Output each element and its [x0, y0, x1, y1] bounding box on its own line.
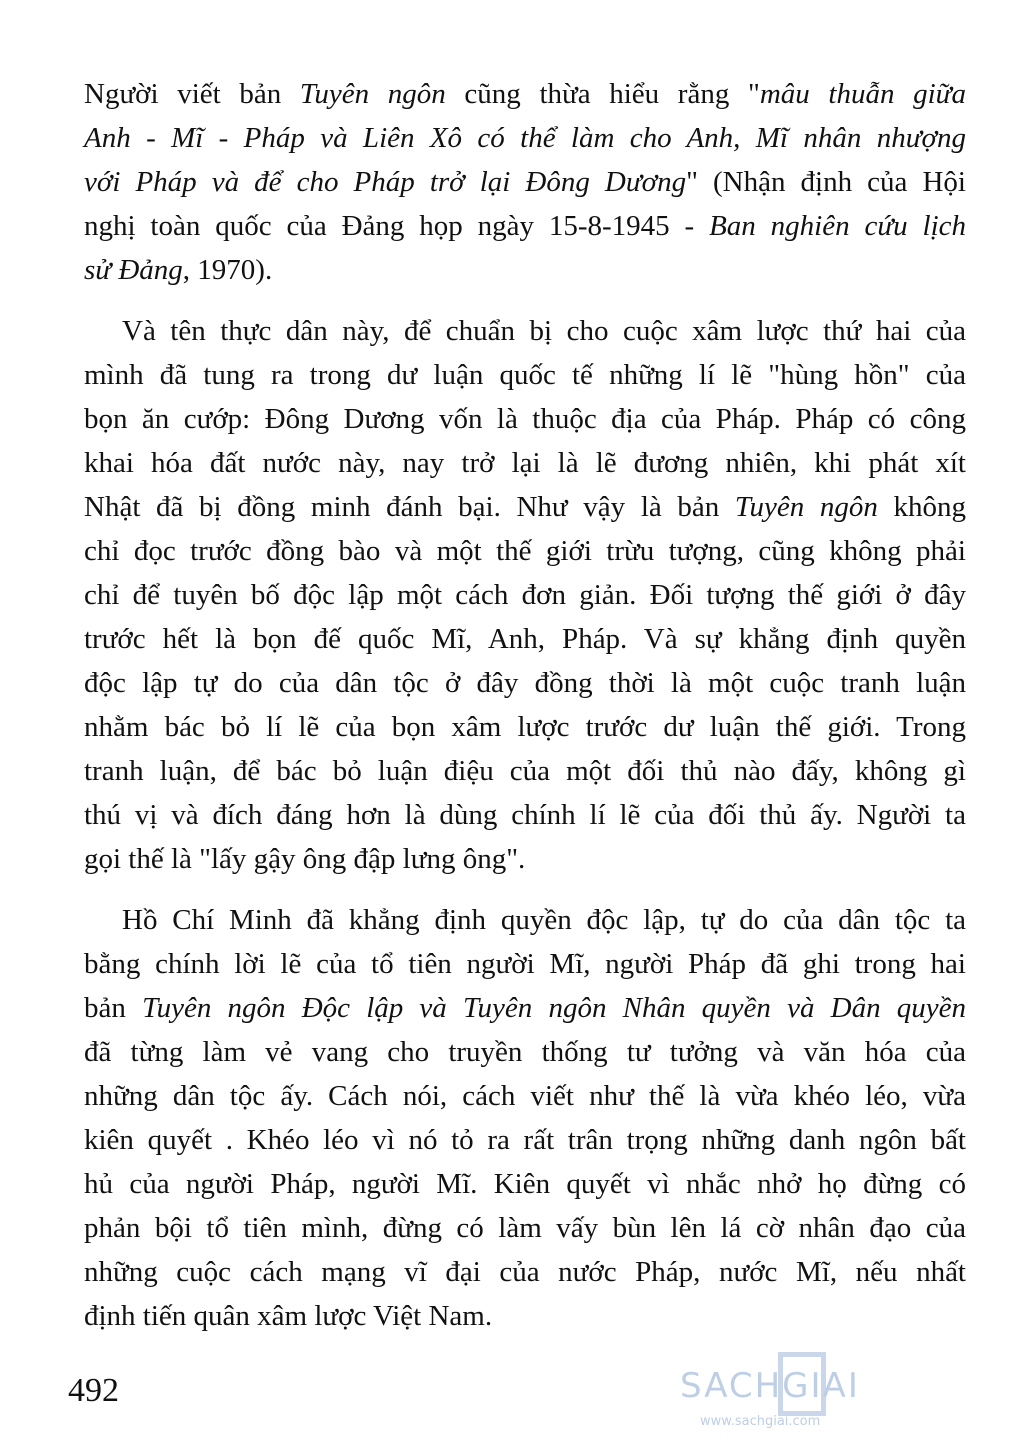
text-line — [84, 1074, 966, 1118]
text-run: mình đã tung ra trong dư luận quốc tế những lí lẽ "hùng hồn" của — [84, 359, 966, 391]
italic-text: Tuyên ngôn Độc lập và Tuyên ngôn Nhân quyền và Dân quyền — [142, 992, 966, 1024]
text-line — [84, 898, 966, 942]
italic-text: Tuyên ngôn — [734, 491, 878, 523]
italic-text: với Pháp và để cho Pháp trở lại Đông Dương — [84, 166, 687, 198]
watermark-url: www.sachgiai.com — [700, 1414, 821, 1429]
text-run: nghị toàn quốc của Đảng họp ngày 15-8-1945 - — [84, 210, 710, 242]
text-run: hủ của người Pháp, người Mĩ. Kiên quyết vì nhắc nhở họ đừng có — [84, 1168, 966, 1200]
paragraph — [84, 898, 966, 1338]
text-run: gọi thế là "lấy gậy ông đập lưng ông". — [84, 843, 526, 875]
text-run: kiên quyết . Khéo léo vì nó tỏ ra rất trân trọng những danh ngôn bất — [84, 1124, 966, 1156]
text-line — [84, 1294, 966, 1338]
italic-text: Tuyên ngôn — [299, 78, 446, 110]
document-body — [84, 72, 966, 1338]
paragraph — [84, 72, 966, 292]
text-run: nhằm bác bỏ lí lẽ của bọn xâm lược trước dư luận thế giới. Trong — [84, 711, 966, 743]
text-line — [84, 942, 966, 986]
italic-text: mâu thuẫn giữa — [759, 78, 966, 110]
text-line — [84, 397, 966, 441]
text-line — [84, 573, 966, 617]
text-run: những cuộc cách mạng vĩ đại của nước Pháp, nước Mĩ, nếu nhất — [84, 1256, 966, 1288]
text-run: trước hết là bọn đế quốc Mĩ, Anh, Pháp. Và sự khẳng định quyền — [84, 623, 966, 655]
text-run: độc lập tự do của dân tộc ở đây đồng thời là một cuộc tranh luận — [84, 667, 966, 699]
text-run: Người viết bản — [84, 78, 300, 110]
text-run: những dân tộc ấy. Cách nói, cách viết như thế là vừa khéo léo, vừa — [84, 1080, 966, 1112]
text-line — [84, 353, 966, 397]
paragraph — [84, 309, 966, 881]
text-line — [84, 705, 966, 749]
page-number: 492 — [68, 1372, 119, 1409]
text-line — [84, 160, 966, 204]
text-line — [84, 72, 966, 116]
text-line — [84, 309, 966, 353]
text-line — [84, 749, 966, 793]
text-line — [84, 116, 966, 160]
text-run: tranh luận, để bác bỏ luận điệu của một đối thủ nào đấy, không gì — [84, 755, 966, 787]
italic-text: Anh - Mĩ - Pháp và Liên Xô có thể làm cho Anh, Mĩ nhân nhượng — [84, 122, 966, 154]
text-line — [84, 793, 966, 837]
text-run: thú vị và đích đáng hơn là dùng chính lí lẽ của đối thủ ấy. Người ta — [84, 799, 966, 831]
text-line — [84, 837, 966, 881]
watermark-box-icon — [778, 1352, 826, 1416]
watermark-brand: SACHGIAI — [680, 1366, 860, 1406]
text-run: phản bội tổ tiên mình, đừng có làm vấy bùn lên lá cờ nhân đạo của — [84, 1212, 966, 1244]
text-line — [84, 204, 966, 248]
text-line — [84, 485, 966, 529]
text-line — [84, 248, 966, 292]
text-run: không — [877, 491, 966, 523]
text-run: Nhật đã bị đồng minh đánh bại. Như vậy là bản — [84, 491, 735, 523]
watermark-logo — [680, 1352, 960, 1438]
text-run: Và tên thực dân này, để chuẩn bị cho cuộc xâm lược thứ hai của — [122, 315, 966, 347]
text-run: chỉ để tuyên bố độc lập một cách đơn giản. Đối tượng thế giới ở đây — [84, 579, 966, 611]
text-line — [84, 1162, 966, 1206]
text-run: bọn ăn cướp: Đông Dương vốn là thuộc địa của Pháp. Pháp có công — [84, 403, 966, 435]
text-line — [84, 617, 966, 661]
text-run: chỉ đọc trước đồng bào và một thế giới trừu tượng, cũng không phải — [84, 535, 966, 567]
text-line — [84, 1250, 966, 1294]
text-run: cũng thừa hiểu rằng " — [445, 78, 760, 110]
text-line — [84, 661, 966, 705]
italic-text: sử Đảng — [84, 254, 183, 286]
text-line — [84, 1118, 966, 1162]
text-line — [84, 529, 966, 573]
text-line — [84, 986, 966, 1030]
text-run: bằng chính lời lẽ của tổ tiên người Mĩ, người Pháp đã ghi trong hai — [84, 948, 966, 980]
text-run: khai hóa đất nước này, nay trở lại là lẽ đương nhiên, khi phát xít — [84, 447, 966, 479]
italic-text: Ban nghiên cứu lịch — [709, 210, 966, 242]
text-run: bản — [84, 992, 143, 1024]
text-run: , 1970). — [182, 254, 273, 286]
text-run: " (Nhận định của Hội — [686, 166, 966, 198]
text-run: đã từng làm vẻ vang cho truyền thống tư tưởng và văn hóa của — [84, 1036, 966, 1068]
text-run: Hồ Chí Minh đã khẳng định quyền độc lập, tự do của dân tộc ta — [122, 904, 966, 936]
text-line — [84, 1030, 966, 1074]
text-line — [84, 441, 966, 485]
text-line — [84, 1206, 966, 1250]
text-run: định tiến quân xâm lược Việt Nam. — [84, 1300, 493, 1332]
